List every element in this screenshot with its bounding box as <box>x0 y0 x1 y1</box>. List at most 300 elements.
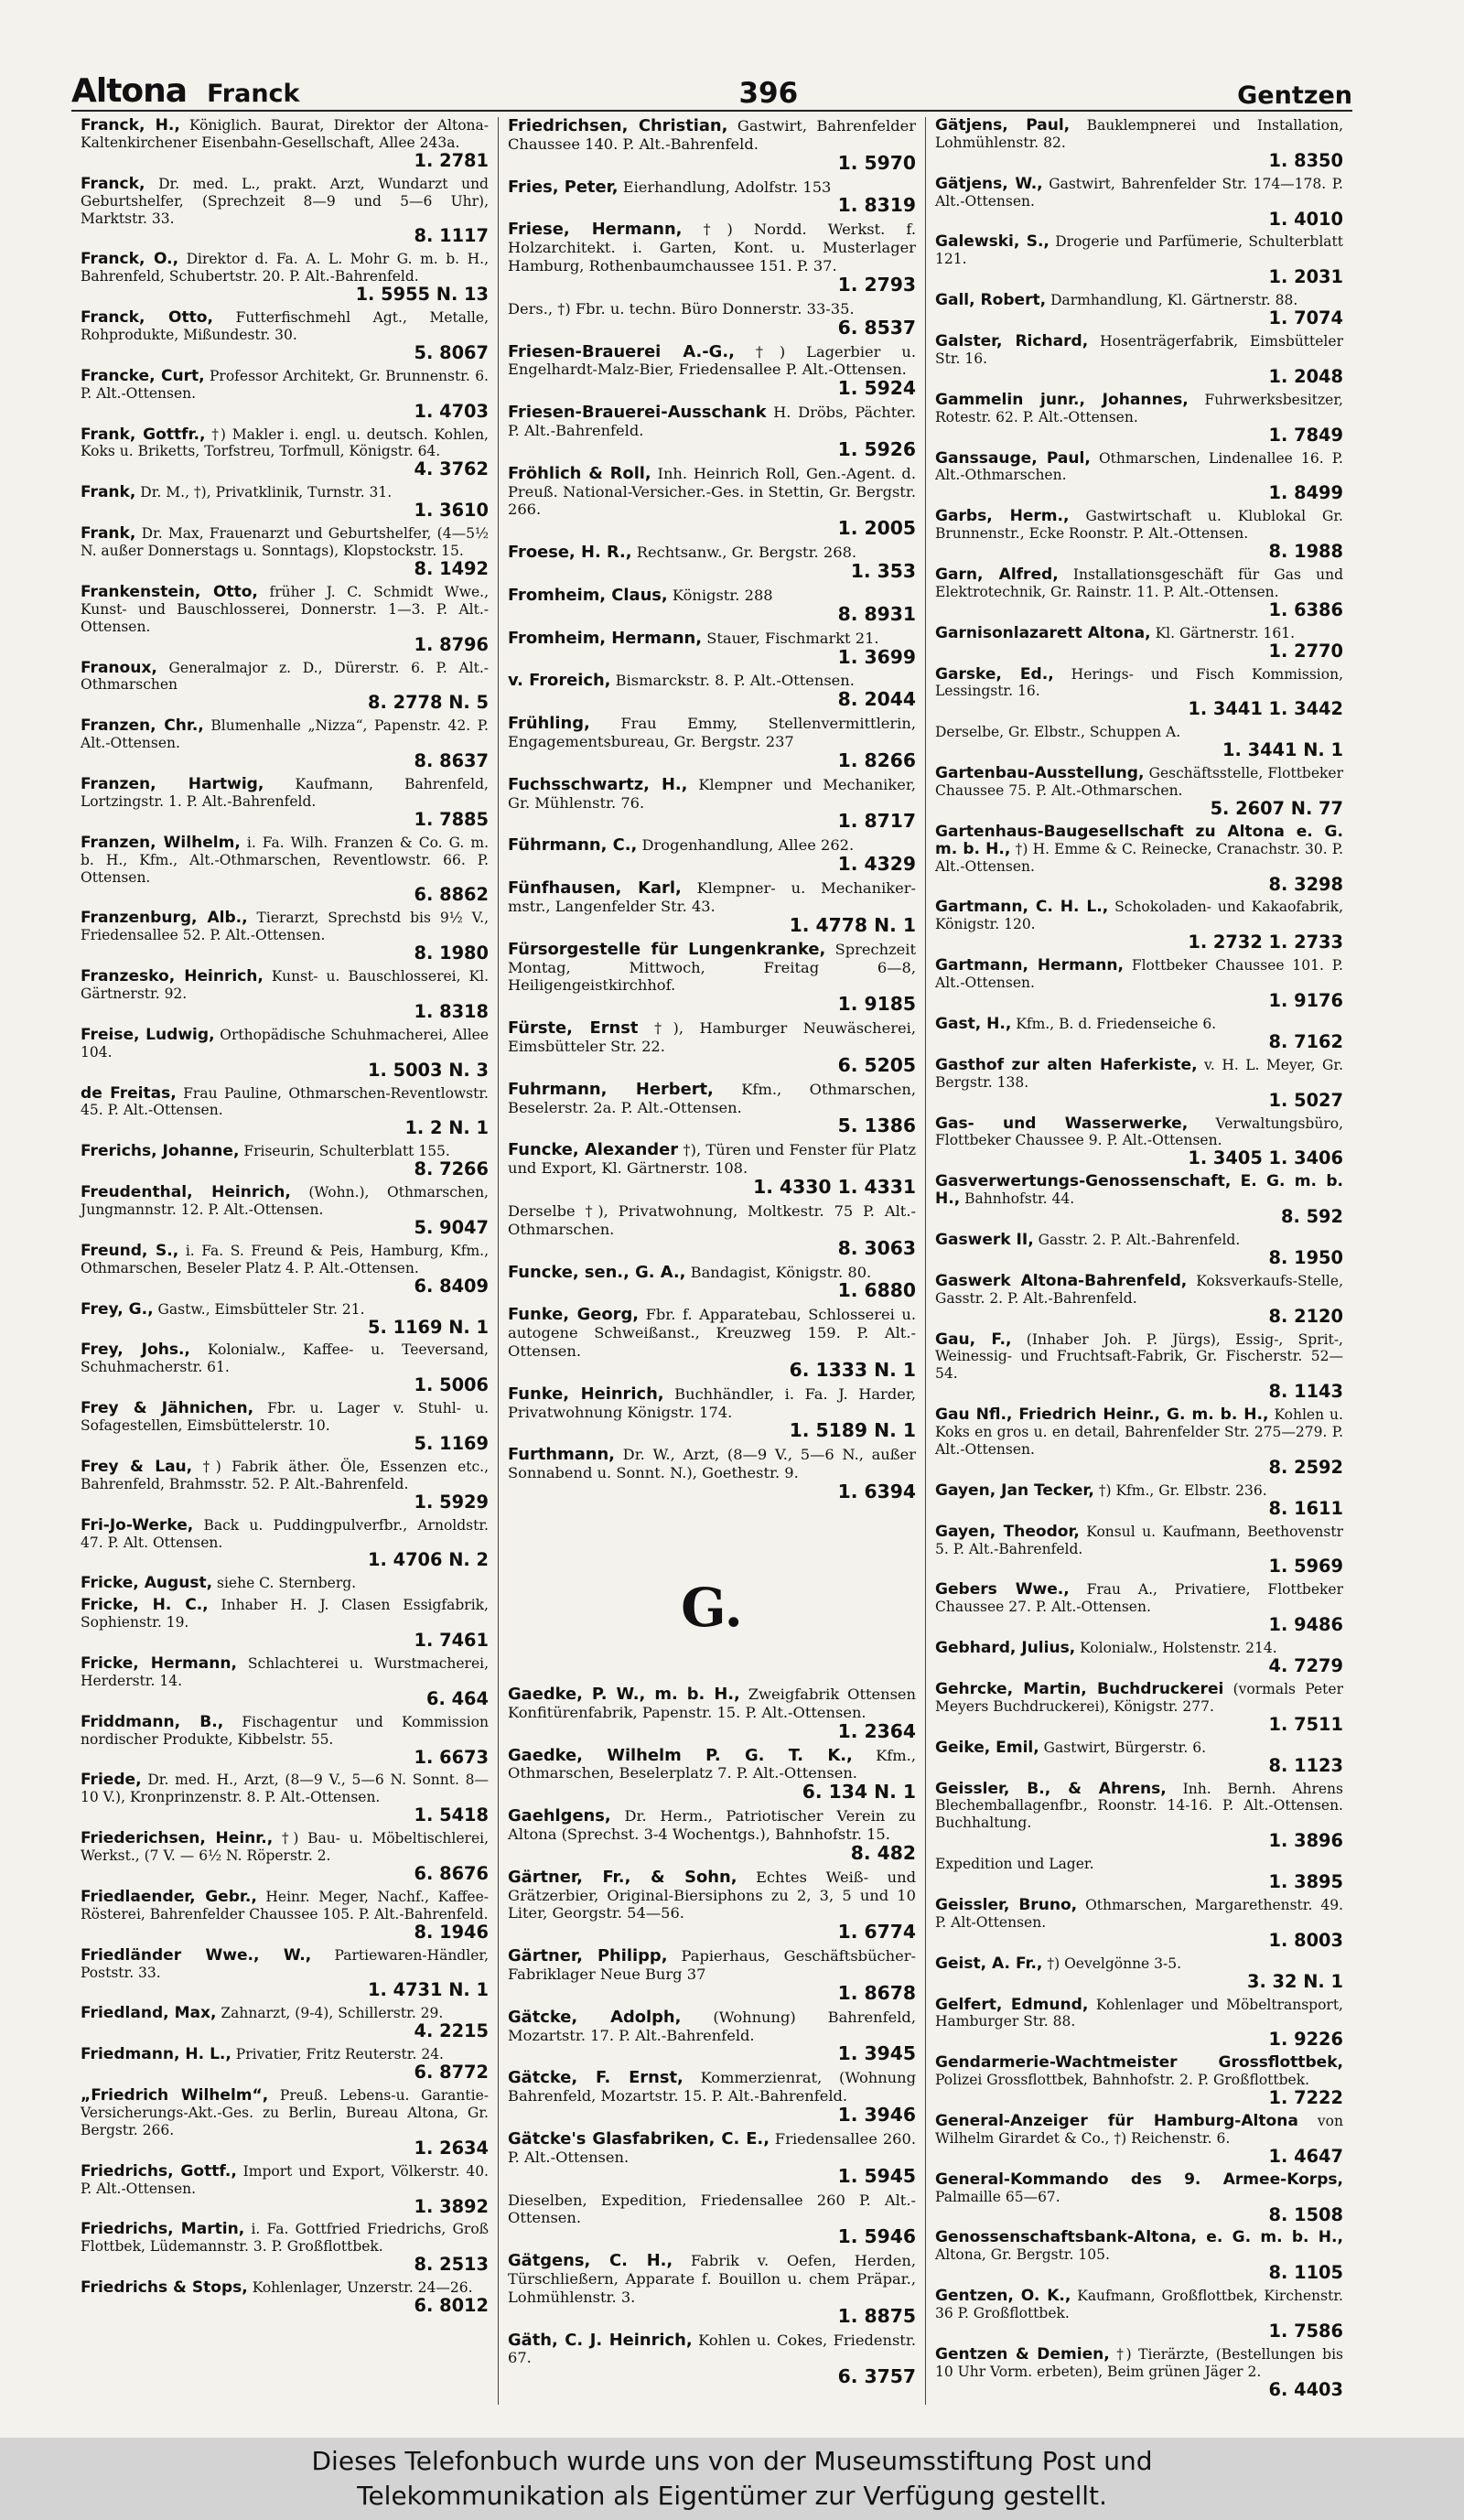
entry-name: Gätcke, Adolph, <box>508 2007 682 2027</box>
entry-name: Friedrichs, Martin, <box>81 2220 245 2239</box>
entry-name: Gärtner, Fr., & Sohn, <box>508 1867 737 1887</box>
entry-text: †), Hamburger Neuwäscherei, Eimsbütteler Str. 22. <box>508 1019 916 1056</box>
directory-entry <box>81 1772 489 1825</box>
directory-entry <box>935 508 1343 562</box>
entry-phone-number: 3. 32 N. 1 <box>1246 1970 1343 1992</box>
page-header <box>71 62 1352 112</box>
directory-entry <box>508 1385 916 1442</box>
entry-phone-number: 1. 8003 <box>1268 1929 1343 1951</box>
directory-entry <box>81 1947 489 2001</box>
directory-entry <box>81 2046 489 2083</box>
directory-entry <box>81 1085 489 1139</box>
entry-phone-number: 4. 3762 <box>414 458 489 480</box>
directory-entry <box>81 584 489 655</box>
entry-phone-number: 8. 1492 <box>414 557 489 579</box>
entry-phone-number: 1. 6673 <box>414 1746 489 1768</box>
entry-text: Königstr. 288 <box>672 586 773 604</box>
entry-name: Friedrichs & Stops, <box>81 2278 248 2298</box>
directory-entry <box>935 450 1343 504</box>
entry-name: Friede, <box>81 1771 142 1790</box>
directory-entry <box>935 1781 1343 1852</box>
entry-phone-number: 1. 2634 <box>414 2137 489 2159</box>
entry-phone-number: 5. 2607 N. 77 <box>1210 797 1343 819</box>
directory-entry <box>935 1856 1343 1892</box>
entry-text: Altona, Gr. Bergstr. 105. <box>935 2246 1110 2264</box>
entry-text: Sprechzeit Montag, Mittwoch, Freitag 6—8, Heiligengeistkirchhof. <box>508 940 917 995</box>
entry-name: Fröhlich & Roll, <box>508 463 651 483</box>
header-first-word: Franck <box>207 80 300 108</box>
entry-phone-number: 8. 1123 <box>1268 1754 1343 1776</box>
entry-text: Ders., †) Fbr. u. techn. Büro Donnerstr. 33-35. <box>508 299 855 318</box>
directory-entry <box>81 2221 489 2275</box>
entry-phone-number: 1. 5945 <box>837 2164 916 2187</box>
entry-name: Frühling, <box>508 714 590 734</box>
entry-phone-number: 1. 2364 <box>837 1719 916 1742</box>
directory-entry <box>81 1243 489 1297</box>
entry-text: Bauklempnerei und Installation, Lohmühlenstr. 82. <box>935 117 1343 151</box>
entry-phone-number: 1. 9226 <box>1268 2029 1343 2051</box>
entry-text: Schokoladen- und Kakaofabrik, Königstr. 120. <box>935 899 1343 933</box>
directory-entry <box>81 2279 489 2316</box>
entry-text: Gastwirt, Bahrenfelder Chaussee 140. P. Alt.-Bahrenfeld. <box>508 117 916 153</box>
entry-text: Kfm., Othmarschen, Beselerstr. 2a. P. Alt.-Ottensen. <box>508 1080 916 1116</box>
entry-text: Inh. Bernh. Ahrens Blechemballagenfbr., Roonstr. 14-16. P. Alt.-Ottensen. Buchhaltung. <box>935 1780 1343 1832</box>
directory-entry <box>935 2229 1343 2283</box>
header-city: Altona <box>71 72 188 110</box>
entry-name: Gätcke's Glasfabriken, C. E., <box>508 2128 770 2148</box>
directory-entry <box>935 2346 1343 2400</box>
entry-phone-number: 1. 5027 <box>1268 1089 1343 1111</box>
entry-phone-number: 1. 4010 <box>1268 208 1343 230</box>
directory-entry <box>508 776 916 833</box>
entry-text: Eierhandlung, Adolfstr. 153 <box>622 178 832 196</box>
entry-name: Gelfert, Edmund, <box>935 1995 1089 2014</box>
entry-phone-number: 6. 8862 <box>414 884 489 906</box>
entry-name: Gasverwertungs-Genossenschaft, E. G. m. b. H., <box>935 1172 1343 1209</box>
directory-entry <box>935 824 1343 895</box>
entry-phone-number: 8. 2778 N. 5 <box>368 692 489 714</box>
entry-text: Inhaber H. J. Clasen Essigfabrik, Sophienstr. 19. <box>81 1597 489 1632</box>
directory-entry <box>508 117 916 174</box>
entry-phone-number: 6. 8409 <box>414 1275 489 1297</box>
entry-phone-number: 1. 4329 <box>837 853 916 876</box>
entry-text: früher J. C. Schmidt Wwe., Kunst- und Bauschlosserei, Donnerstr. 1—3. P. Alt.-Ottensen. <box>81 583 489 635</box>
entry-phone-number: 1. 3896 <box>1268 1830 1343 1852</box>
entry-phone-number: 1. 2732 1. 2733 <box>1188 932 1343 953</box>
directory-entry <box>81 835 489 906</box>
directory-entry <box>81 176 489 247</box>
directory-entry <box>935 292 1343 328</box>
entry-text: Kunst- u. Bauschlosserei, Kl. Gärtnerstr. 92. <box>81 968 489 1002</box>
entry-name: Franzenburg, Alb., <box>81 909 248 928</box>
directory-entry <box>508 630 916 668</box>
entry-phone-number: 1. 9185 <box>837 993 916 1016</box>
entry-text: Professor Architekt, Gr. Brunnenstr. 6. P. Alt.-Ottensen. <box>81 367 489 402</box>
entry-text: †) Lagerbier u. Engelhardt-Malz-Bier, Friedensallee P. Alt.-Ottensen. <box>508 342 917 379</box>
entry-phone-number: 1. 4647 <box>1268 2145 1343 2167</box>
directory-entry <box>81 1889 489 1943</box>
entry-text: Heinr. Meger, Nachf., Kaffee-Rösterei, Bahrenfelder Chaussee 105. P. Alt.-Bahrenfeld. <box>81 1888 489 1922</box>
entry-text: †) Kfm., Gr. Elbstr. 236. <box>1098 1481 1267 1499</box>
entry-phone-number: 1. 2781 <box>414 149 489 171</box>
entry-name: Friederichsen, Heinr., <box>81 1829 274 1848</box>
notice-line-2: Telekommunikation als Eigentümer zur Verfügung gestellt. <box>357 2481 1107 2511</box>
entry-name: Gehrcke, Martin, Buchdruckerei <box>935 1679 1224 1698</box>
directory-entry <box>508 1264 916 1302</box>
entry-text: i. Fa. Wilh. Franzen & Co. G. m. b. H., Kfm., Alt.-Othmarschen, Reventlowstr. 66. P. Ottensen. <box>81 834 489 886</box>
entry-text: H. Dröbs, Pächter. P. Alt.-Bahrenfeld. <box>508 404 916 439</box>
entry-text: Frau Pauline, Othmarschen-Reventlowstr. 45. P. Alt.-Ottensen. <box>81 1084 489 1119</box>
entry-text: Königlich. Baurat, Direktor der Altona-Kaltenkirchener Eisenbahn-Gesellschaft, Allee 243a. <box>81 117 490 151</box>
entry-phone-number: 1. 4731 N. 1 <box>368 1979 489 2001</box>
directory-entry <box>935 1739 1343 1776</box>
entry-text: Frau Emmy, Stellenvermittlerin, Engagementsbureau, Gr. Bergstr. 237 <box>508 715 917 751</box>
entry-phone-number: 8. 8931 <box>837 602 916 625</box>
directory-entry <box>508 2069 916 2126</box>
entry-name: Frankenstein, Otto, <box>81 582 258 601</box>
entry-name: Franck, <box>81 174 145 193</box>
section-letter: G. <box>681 1576 743 1639</box>
entry-phone-number: 1. 8717 <box>837 810 916 833</box>
entry-phone-number: 1. 8796 <box>414 633 489 655</box>
entry-phone-number: 1. 353 <box>850 559 916 582</box>
entry-text: Gasstr. 2. P. Alt.-Bahrenfeld. <box>1038 1231 1241 1248</box>
directory-entry <box>508 1202 916 1259</box>
entry-phone-number: 1. 2048 <box>1268 365 1343 387</box>
ownership-notice <box>0 2438 1464 2520</box>
entry-name: Gaswerk Altona-Bahrenfeld, <box>935 1271 1188 1290</box>
entry-phone-number: 6. 4403 <box>1268 2378 1343 2400</box>
directory-entry <box>508 1446 916 1502</box>
entry-text: Kohlen u. Koks en gros u. en detail, Bahrenfelder Str. 275—279. P. Alt.-Ottensen. <box>935 1406 1343 1458</box>
entry-name: Fri-Jo-Werke, <box>81 1515 194 1535</box>
entry-text: Bandagist, Königstr. 80. <box>690 1263 872 1281</box>
entry-name: Freudenthal, Heinrich, <box>81 1183 291 1202</box>
entry-text: Dieselben, Expedition, Friedensallee 260 P. Alt.-Ottensen. <box>508 2191 916 2227</box>
directory-entry <box>935 1955 1343 1992</box>
entry-text: Kfm., B. d. Friedenseiche 6. <box>1016 1015 1217 1032</box>
directory-entry <box>508 544 916 582</box>
entry-text: Geschäftsstelle, Flottbeker Chaussee 75. P. Alt.-Othmarschen. <box>935 765 1343 799</box>
entry-text: Drogenhandlung, Allee 262. <box>641 836 855 855</box>
entry-text: Dr. med. L., prakt. Arzt, Wundarzt und Geburtshelfer, (Sprechzeit 8—9 und 5—6 Uhr), Marktstr. 33. <box>81 175 489 227</box>
entry-phone-number: 5. 9047 <box>414 1216 489 1238</box>
entry-text: Installationsgeschäft für Gas und Elektrotechnik, Gr. Rainstr. 11. P. Alt.-Ottensen. <box>935 565 1344 600</box>
entry-text: †), Türen und Fenster für Platz und Export, Kl. Gärtnerstr. 108. <box>508 1141 917 1178</box>
entry-phone-number: 1. 2770 <box>1268 640 1343 662</box>
entry-name: Gätjens, W., <box>935 174 1043 193</box>
entry-phone-number: 1. 5955 N. 13 <box>355 284 489 306</box>
entry-text: Gastw., Eimsbütteler Str. 21. <box>157 1300 365 1318</box>
entry-phone-number: 1. 5970 <box>837 151 916 174</box>
entry-name: Geist, A. Fr., <box>935 1954 1043 1973</box>
directory-entry <box>508 836 916 875</box>
entry-name: Fuchsschwartz, H., <box>508 774 688 794</box>
directory-entry <box>508 672 916 710</box>
directory-entry <box>81 660 489 714</box>
entry-phone-number: 8. 1946 <box>414 1921 489 1943</box>
directory-entry <box>81 1027 489 1081</box>
entry-text: Kaufmann, Großflottbek, Kirchenstr. 36 P. Großflottbek. <box>935 2288 1343 2322</box>
entry-name: Friedland, Max, <box>81 2004 217 2023</box>
entry-text: Dr. Herm., Patriotischer Verein zu Altona (Sprechst. 3-4 Wochentgs.), Bahnhofstr. 15. <box>508 1807 916 1843</box>
entry-phone-number: 1. 9176 <box>1268 990 1343 1012</box>
entry-phone-number: 1. 5929 <box>414 1491 489 1513</box>
entry-text: Herings- und Fisch Kommission, Lessingstr. 16. <box>935 665 1343 700</box>
directory-entry <box>935 1232 1343 1268</box>
entry-phone-number: 6. 8537 <box>837 316 916 339</box>
entry-phone-number: 8. 2592 <box>1268 1456 1343 1478</box>
entry-name: Franzen, Hartwig, <box>81 774 264 793</box>
directory-entry <box>81 1517 489 1571</box>
entry-phone-number: 1. 3892 <box>414 2195 489 2217</box>
entry-name: Franck, H., <box>81 117 180 135</box>
directory-entry <box>508 1807 916 1864</box>
entry-name: Gentzen, O. K., <box>935 2287 1071 2306</box>
entry-text: Klempner und Mechaniker, Gr. Mühlenstr. 76. <box>508 775 916 812</box>
entry-name: Fromheim, Hermann, <box>508 628 703 648</box>
directory-entry <box>508 465 916 539</box>
entry-phone-number: 1. 4706 N. 2 <box>368 1549 489 1571</box>
entry-phone-number: 1. 5006 <box>414 1374 489 1396</box>
directory-entry <box>81 117 489 171</box>
entry-name: Froese, H. R., <box>508 543 632 563</box>
entry-name: Gayen, Theodor, <box>935 1522 1080 1541</box>
entry-text: Kohlen u. Cokes, Friedenstr. 67. <box>508 2331 916 2367</box>
directory-entry <box>508 879 916 936</box>
entry-phone-number: 1. 8350 <box>1268 149 1343 171</box>
entry-text: Othmarschen, Margarethenstr. 49. P. Alt-Ottensen. <box>935 1896 1343 1931</box>
entry-name: Gaedke, Wilhelm P. G. T. K., <box>508 1745 853 1765</box>
directory-entry <box>508 1947 916 2004</box>
entry-phone-number: 1. 3895 <box>1268 1871 1343 1893</box>
entry-text: Friseurin, Schulterblatt 155. <box>243 1143 450 1160</box>
entry-text: Dr. W., Arzt, (8—9 V., 5—6 N., außer Sonnabend u. Sonnt. N.), Goethestr. 9. <box>508 1446 916 1482</box>
directory-entry <box>81 1830 489 1884</box>
directory-entry <box>935 625 1343 662</box>
entry-name: Gartenhaus-Baugesellschaft zu Altona e. G. m. b. H., <box>935 822 1343 858</box>
entry-name: Frerichs, Johanne, <box>81 1142 240 1161</box>
entry-phone-number: 1. 7885 <box>414 808 489 830</box>
directory-entry <box>935 1640 1343 1676</box>
entry-text: Rechtsanw., Gr. Bergstr. 268. <box>636 544 857 562</box>
entry-phone-number: 8. 8637 <box>414 750 489 772</box>
entry-text: Fuhrwerksbesitzer, Rotestr. 62. P. Alt.-Ottensen. <box>935 391 1343 425</box>
directory-entry <box>935 1581 1343 1635</box>
entry-phone-number: 1. 4778 N. 1 <box>789 913 916 936</box>
entry-name: Gebhard, Julius, <box>935 1639 1076 1658</box>
entry-name: Freund, S., <box>81 1241 179 1260</box>
entry-text: Schlachterei u. Wurstmacherei, Herderstr. 14. <box>81 1655 490 1689</box>
entry-text: †) Fabrik äther. Öle, Essenzen etc., Bahrenfeld, Brahmsstr. 52. P. Alt.-Bahrenfeld. <box>81 1458 490 1492</box>
directory-entry <box>935 1273 1343 1327</box>
directory-entry <box>935 2288 1343 2342</box>
entry-text: Preuß. Lebens-u. Garantie-Versicherungs-Akt.-Ges. zu Berlin, Bureau Altona, Gr. Bergstr. 266. <box>81 2087 489 2138</box>
entry-phone-number: 1. 5003 N. 3 <box>368 1059 489 1081</box>
entry-phone-number: 1. 3441 1. 3442 <box>1188 698 1343 720</box>
entry-phone-number: 1. 5418 <box>414 1804 489 1826</box>
entry-text: Kohlenlager und Möbeltransport, Hamburger Str. 88. <box>935 1996 1343 2030</box>
directory-entry <box>935 2171 1343 2225</box>
entry-phone-number: 1. 9486 <box>1268 1614 1343 1636</box>
entry-text: Kommerzienrat, (Wohnung Bahrenfeld, Mozartstr. 15. P. Alt.-Bahrenfeld. <box>508 2069 916 2105</box>
entry-text: Dr. med. H., Arzt, (8—9 V., 5—6 N. Sonnt. 8—10 V.), Kronprinzenstr. 8. P. Alt.-Ottensen. <box>81 1772 489 1806</box>
entry-phone-number: 6. 3757 <box>837 2365 916 2388</box>
entry-name: Fricke, H. C., <box>81 1596 209 1615</box>
directory-entry <box>935 566 1343 620</box>
entry-name: Geike, Emil, <box>935 1738 1039 1757</box>
entry-phone-number: 1. 2793 <box>837 273 916 296</box>
entry-phone-number: 8. 482 <box>850 1841 916 1864</box>
entry-text: †) Bau- u. Möbeltischlerei, Werkst., (7 V. — 6½ N. Röperstr. 2. <box>81 1830 489 1865</box>
entry-name: Gartmann, C. H. L., <box>935 898 1109 917</box>
directory-entry <box>935 1331 1343 1403</box>
entry-phone-number: 1. 2031 <box>1268 266 1343 288</box>
entry-name: Führmann, C., <box>508 835 638 856</box>
entry-text: Direktor d. Fa. A. L. Mohr G. m. b. H., Bahrenfeld, Schubertstr. 20. P. Alt.-Bahrenfeld. <box>81 251 489 285</box>
directory-entry <box>508 1685 916 1742</box>
directory-entry <box>935 666 1343 720</box>
directory-entry <box>508 178 916 217</box>
directory-entry <box>81 776 489 830</box>
entry-name: Geissler, Bruno, <box>935 1895 1078 1914</box>
entry-text: Othmarschen, Lindenallee 16. P. Alt.-Othmarschen. <box>935 449 1343 484</box>
entry-phone-number: 1. 6774 <box>837 1921 916 1944</box>
entry-phone-number: 8. 2513 <box>414 2254 489 2276</box>
entry-text: Dr. Max, Frauenarzt und Geburtshelfer, (4—5½ N. außer Donnerstags u. Sonntags), Klopstockstr. 15. <box>81 525 489 560</box>
entry-text: Gastwirt, Bahrenfelder Str. 174—178. P. Alt.-Ottensen. <box>935 175 1343 210</box>
entry-text: Blumenhalle „Nizza“, Papenstr. 42. P. Alt.-Ottensen. <box>81 717 489 752</box>
directory-entry <box>81 1714 489 1768</box>
entry-name: Friddmann, B., <box>81 1712 224 1731</box>
entry-text: †) Oevelgönne 3-5. <box>1047 1955 1182 1972</box>
entry-name: Fuhrmann, Herbert, <box>508 1079 714 1099</box>
entry-text: †) H. Emme & C. Reinecke, Cranachstr. 30. P. Alt.-Ottensen. <box>935 840 1343 875</box>
entry-name: Garske, Ed., <box>935 664 1054 684</box>
entry-text: Expedition und Lager. <box>935 1856 1094 1873</box>
entry-text: Verwaltungsbüro, Flottbeker Chaussee 9. P. Alt.-Ottensen. <box>935 1115 1343 1149</box>
directory-entry <box>935 765 1343 819</box>
entry-name: Frank, <box>81 524 136 544</box>
entry-name: Fromheim, Claus, <box>508 585 668 605</box>
entry-text: Inh. Heinrich Roll, Gen.-Agent. d. Preuß. National-Versicher.-Ges. in Stettin, Gr. Bergstr. 266. <box>508 464 916 519</box>
entry-phone-number: 1. 7222 <box>1268 2087 1343 2109</box>
entry-text: Fbr. f. Apparatebau, Schlosserei u. autogene Schweißanst., Kreuzweg 159. P. Alt.-Ottensen. <box>508 1306 917 1360</box>
entry-name: Gaswerk II, <box>935 1230 1034 1249</box>
directory-entry <box>935 957 1343 1011</box>
entry-text: Hosenträgerfabrik, Eimsbütteler Str. 16. <box>935 333 1343 367</box>
entry-text: Drogerie und Parfümerie, Schulterblatt 121. <box>935 233 1343 268</box>
entry-name: Gas- und Wasserwerke, <box>935 1114 1189 1133</box>
entry-phone-number: 1. 3946 <box>837 2103 916 2126</box>
directory-entry <box>508 587 916 625</box>
directory-entry <box>81 525 489 579</box>
directory-entry <box>935 2054 1343 2108</box>
entry-text: Kohlenlager, Unzerstr. 24—26. <box>252 2279 473 2297</box>
directory-entry <box>508 1868 916 1943</box>
entry-phone-number: 1. 7461 <box>414 1630 489 1652</box>
entry-phone-number: 6. 8676 <box>414 1863 489 1885</box>
entry-text: Kfm., Othmarschen, Beselerplatz 7. P. Alt.-Ottensen. <box>508 1746 916 1782</box>
entry-name: Franzen, Wilhelm, <box>81 833 241 852</box>
directory-entry <box>935 392 1343 446</box>
directory-entry <box>508 1141 916 1198</box>
entry-text: Partiewaren-Händler, Poststr. 33. <box>81 1946 489 1981</box>
entry-name: Franoux, <box>81 658 157 677</box>
entry-text: Fabrik v. Oefen, Herden, Türschließern, Apparate f. Bouillon u. chem Präpar., Lohmühlenstr. 3. <box>508 2252 916 2306</box>
directory-entry <box>81 1597 489 1651</box>
directory-entry <box>935 1897 1343 1951</box>
entry-name: Funcke, sen., G. A., <box>508 1262 686 1282</box>
directory-columns <box>71 117 1352 2405</box>
directory-entry <box>81 1143 489 1179</box>
entry-name: Funcke, Alexander <box>508 1140 679 1160</box>
entry-name: Garn, Alfred, <box>935 565 1059 584</box>
entry-name: Genossenschaftsbank-Altona, e. G. m. b. H., <box>935 2228 1343 2247</box>
entry-phone-number: 8. 1950 <box>1268 1246 1343 1268</box>
entry-text: Papierhaus, Geschäftsbücher-Fabriklager Neue Burg 37 <box>508 1947 916 1983</box>
directory-entry <box>81 968 489 1022</box>
entry-phone-number: 8. 1117 <box>414 225 489 247</box>
entry-name: Geissler, B., & Ahrens, <box>935 1779 1167 1798</box>
entry-name: Franck, Otto, <box>81 308 213 328</box>
entry-text: Buchhändler, i. Fa. J. Harder, Privatwohnung Königstr. 174. <box>508 1384 916 1421</box>
directory-entry <box>508 2252 916 2326</box>
entry-phone-number: 6. 5205 <box>837 1053 916 1076</box>
entry-text: (Wohn.), Othmarschen, Jungmannstr. 12. P. Alt.-Ottensen. <box>81 1184 489 1219</box>
entry-name: Frank, Gottfr., <box>81 425 206 444</box>
directory-entry <box>935 1115 1343 1169</box>
entry-text: Fischagentur und Kommission nordischer Produkte, Kibbelstr. 55. <box>81 1713 489 1748</box>
entry-text: Zweigfabrik Ottensen Konfitürenfabrik, Papenstr. 15. P. Alt.-Ottensen. <box>508 1685 917 1721</box>
entry-name: Gätcke, F. Ernst, <box>508 2068 684 2088</box>
directory-entry <box>81 2163 489 2217</box>
entry-name: Friedrichsen, Christian, <box>508 117 728 135</box>
entry-phone-number: 1. 2005 <box>837 517 916 540</box>
directory-entry <box>508 2192 916 2248</box>
header-left <box>71 72 300 110</box>
entry-name: General-Kommando des 9. Armee-Korps, <box>935 2170 1343 2189</box>
directory-entry <box>81 251 489 305</box>
entry-name: Gaedke, P. W., m. b. H., <box>508 1684 740 1704</box>
entry-text: Import und Export, Völkerstr. 40. P. Alt.-Ottensen. <box>81 2162 489 2197</box>
entry-phone-number: 1. 4330 1. 4331 <box>753 1176 916 1199</box>
entry-phone-number: 8. 1611 <box>1268 1497 1343 1519</box>
entry-name: Gammelin junr., Johannes, <box>935 390 1189 409</box>
entry-text: Darmhandlung, Kl. Gärtnerstr. 88. <box>1050 292 1298 309</box>
directory-entry <box>935 233 1343 287</box>
entry-text: Kolonialw., Kaffee- u. Teeversand, Schuhmacherstr. 61. <box>81 1341 489 1376</box>
entry-phone-number: 1. 3610 <box>414 500 489 522</box>
directory-entry <box>935 1482 1343 1519</box>
entry-name: Galster, Richard, <box>935 332 1089 351</box>
directory-entry <box>508 1019 916 1076</box>
directory-entry <box>508 2008 916 2065</box>
entry-phone-number: 6. 1333 N. 1 <box>789 1358 916 1381</box>
entry-text: (Wohnung) Bahrenfeld, Mozartstr. 17. P. Alt.-Bahrenfeld. <box>508 2008 916 2044</box>
entry-phone-number: 1. 8318 <box>414 1000 489 1022</box>
entry-phone-number: 5. 8067 <box>414 341 489 363</box>
directory-entry <box>81 2005 489 2041</box>
entry-text: Konsul u. Kaufmann, Beethovenstr 5. P. Alt.-Bahrenfeld. <box>935 1523 1343 1557</box>
entry-name: Gartmann, Hermann, <box>935 956 1124 975</box>
entry-name: Franzesko, Heinrich, <box>81 967 264 986</box>
directory-entry <box>508 1081 916 1137</box>
entry-name: Ganssauge, Paul, <box>935 448 1091 468</box>
entry-text: Bahnhofstr. 44. <box>964 1190 1075 1208</box>
entry-name: Franck, O., <box>81 250 179 269</box>
entry-name: Fricke, August, <box>81 1574 213 1593</box>
